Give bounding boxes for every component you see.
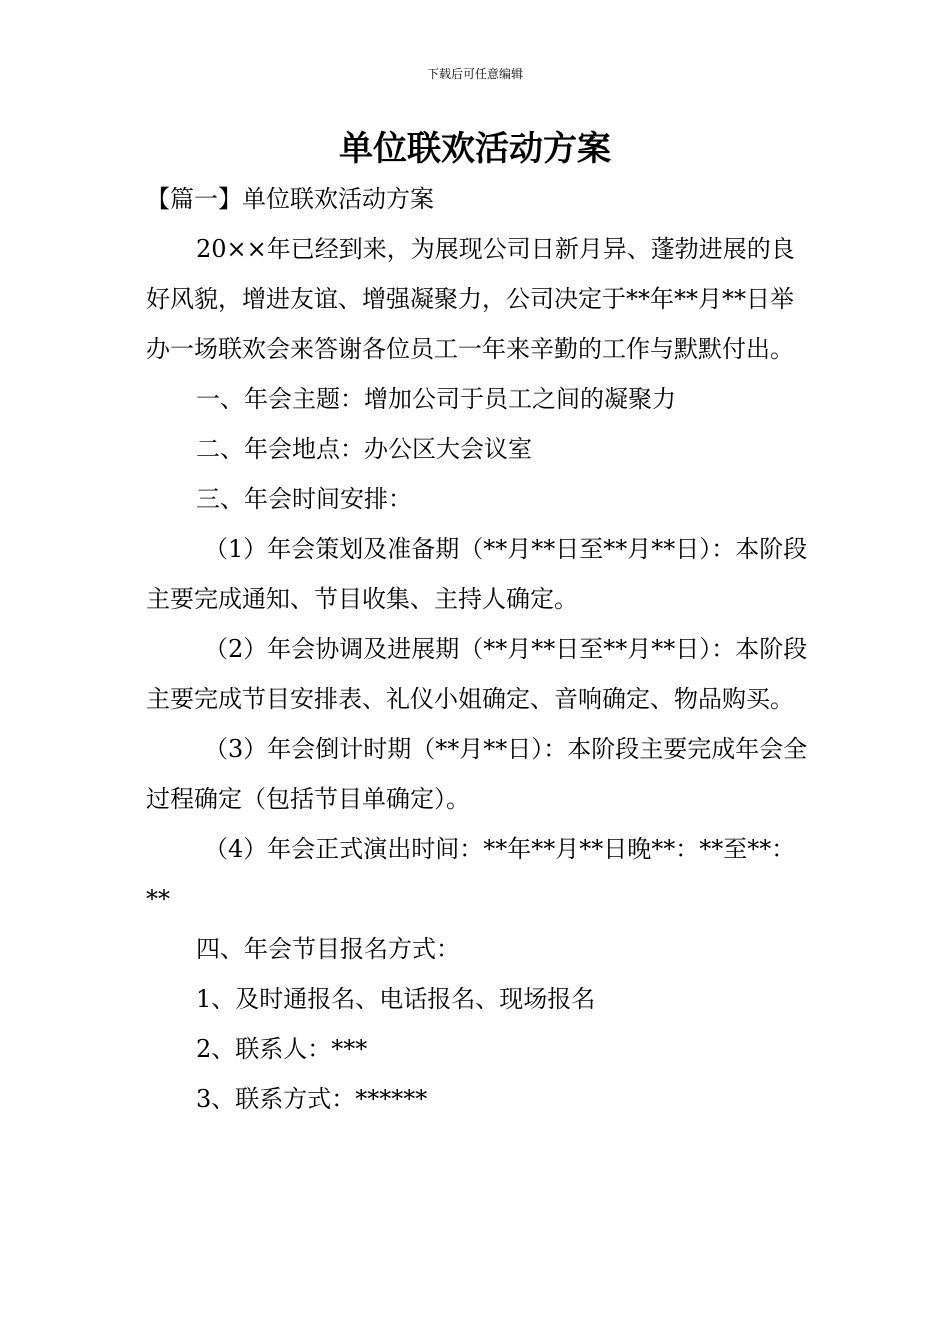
- schedule-heading: 三、年会时间安排：: [196, 485, 412, 513]
- intro-paragraph: 20××年已经到来，为展现公司日新月异、蓬勃进展的良好风貌，增进友谊、增强凝聚力，公司决定于**年**月**日举办一场联欢会来答谢各位员工一年来辛勤的工作与默默付出。: [146, 235, 795, 363]
- document-body: [146, 174, 810, 1124]
- header-note: 下载后可任意编辑: [426, 67, 523, 81]
- location-paragraph: 二、年会地点：办公区大会议室: [196, 435, 532, 463]
- schedule-item-2: （2）年会协调及进展期（**月**日至**月**日）：本阶段主要完成节目安排表、礼仪小姐确定、音响确定、物品购买。: [146, 635, 808, 713]
- signup-heading: 四、年会节目报名方式：: [196, 935, 460, 963]
- theme-paragraph: 一、年会主题：增加公司于员工之间的凝聚力: [196, 385, 676, 413]
- schedule-item-1: （1）年会策划及准备期（**月**日至**月**日）：本阶段主要完成通知、节目收集、主持人确定。: [146, 535, 808, 613]
- section-heading: 【篇一】单位联欢活动方案: [146, 185, 434, 213]
- signup-item-2: 2、联系人：***: [196, 1035, 368, 1063]
- schedule-item-4: （4）年会正式演出时间：**年**月**日晚**：**至**：**: [146, 835, 796, 913]
- document-title: 单位联欢活动方案: [339, 129, 611, 169]
- signup-item-3: 3、联系方式：******: [196, 1085, 428, 1113]
- schedule-item-3: （3）年会倒计时期（**月**日）：本阶段主要完成年会全过程确定（包括节目单确定）。: [146, 735, 808, 813]
- signup-item-1: 1、及时通报名、电话报名、现场报名: [196, 985, 596, 1013]
